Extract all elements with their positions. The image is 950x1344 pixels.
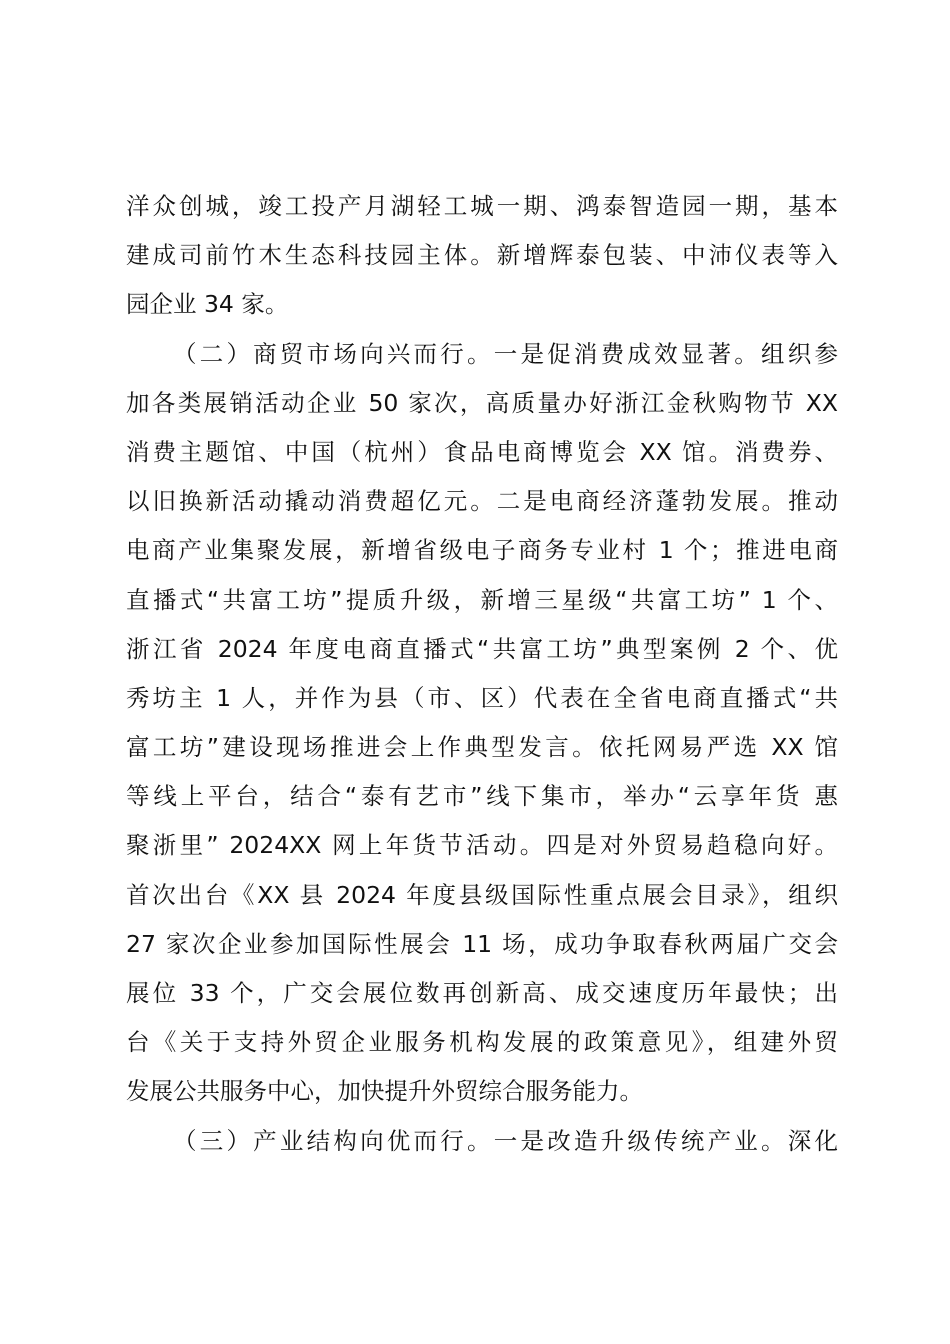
text-line: 富工坊”建设现场推进会上作典型发言。依托网易严选 XX 馆 bbox=[126, 733, 838, 762]
text-line: 园企业 34 家。 bbox=[126, 290, 289, 319]
text-line: 首次出台《XX 县 2024 年度县级国际性重点展会目录》，组织 bbox=[126, 880, 838, 909]
text-line: 洋众创城，竣工投产月湖轻工城一期、鸿泰智造园一期，基本 bbox=[126, 192, 838, 220]
text-line: 聚浙里” 2024XX 网上年货节活动。四是对外贸易趋稳向好。 bbox=[126, 831, 838, 860]
text-line: 电商产业集聚发展，新增省级电子商务专业村 1 个；推进电商 bbox=[126, 536, 838, 565]
text-line: 秀坊主 1 人，并作为县（市、区）代表在全省电商直播式“共 bbox=[126, 683, 838, 712]
text-line: 以旧换新活动撬动消费超亿元。二是电商经济蓬勃发展。推动 bbox=[126, 487, 838, 516]
text-line: 等线上平台，结合“泰有艺市”线下集市，举办“云享年货 惠 bbox=[126, 782, 838, 811]
text-line: 发展公共服务中心，加快提升外贸综合服务能力。 bbox=[126, 1077, 643, 1106]
text-line: 建成司前竹木生态科技园主体。新增辉泰包装、中沛仪表等入 bbox=[126, 241, 838, 270]
document-body bbox=[126, 182, 838, 1166]
text-line: 消费主题馆、中国（杭州）食品电商博览会 XX 馆。消费券、 bbox=[126, 437, 838, 466]
text-line: 27 家次企业参加国际性展会 11 场，成功争取春秋两届广交会 bbox=[126, 929, 838, 958]
text-line: 台《关于支持外贸企业服务机构发展的政策意见》，组建外贸 bbox=[126, 1028, 838, 1057]
text-line: 加各类展销活动企业 50 家次，高质量办好浙江金秋购物节 XX bbox=[126, 388, 838, 417]
text-line: 展位 33 个，广交会展位数再创新高、成交速度历年最快；出 bbox=[126, 979, 838, 1007]
section-heading-line: （二）商贸市场向兴而行。一是促消费成效显著。组织参 bbox=[173, 339, 838, 368]
text-line: 直播式“共富工坊”提质升级，新增三星级“共富工坊” 1 个、 bbox=[126, 585, 838, 614]
section-heading-line: （三）产业结构向优而行。一是改造升级传统产业。深化 bbox=[173, 1126, 838, 1155]
text-line: 浙江省 2024 年度电商直播式“共富工坊”典型案例 2 个、优 bbox=[126, 634, 838, 663]
